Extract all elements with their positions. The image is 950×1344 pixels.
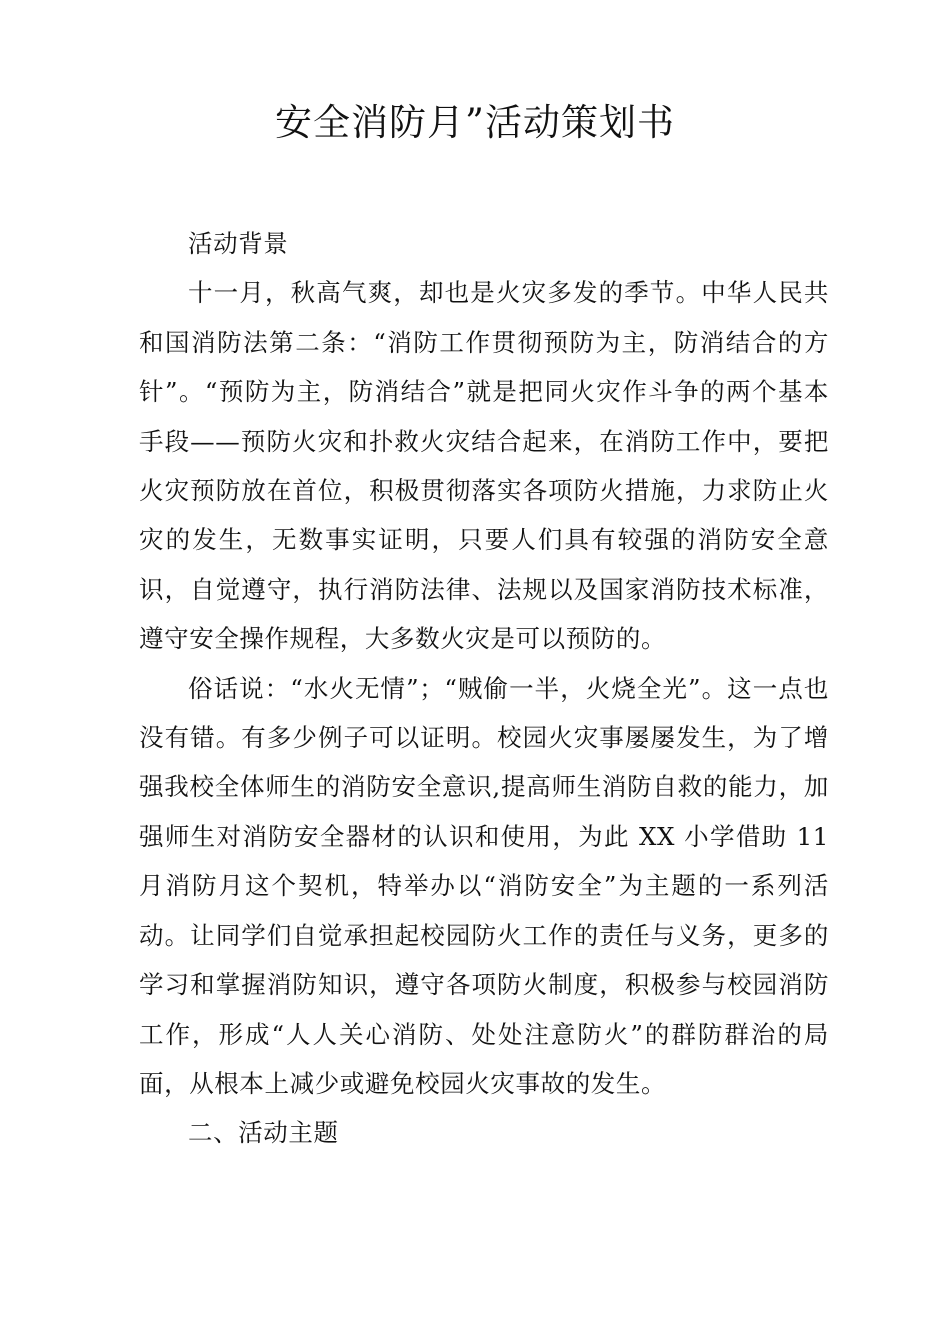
document-body: [139, 219, 829, 1158]
document-title: 安全消防月”活动策划书: [275, 101, 675, 144]
paragraph-background-2: 俗话说：“水火无情”；“贼偷一半，火烧全光”。这一点也没有错。有多少例子可以证明。校园火灾事屡屡发生，为了增强我校全体师生的消防安全意识,提高师生消防自救的能力，加强师生对消防安全器材的认识和使用，为此 XX 小学借助 11 月消防月这个契机，特举办以“消防安全”为主题的一系列活动。让同学们自觉承担起校园防火工作的责任与义务，更多的学习和掌握消防知识，遵守各项防火制度，积极参与校园消防工作，形成“人人关心消防、处处注意防火”的群防群治的局面，从根本上减少或避免校园火灾事故的发生。: [139, 673, 829, 1098]
section-heading-theme: 二、活动主题: [188, 1118, 339, 1148]
section-heading-background: 活动背景: [188, 229, 289, 258]
paragraph-background-1: 十一月，秋高气爽，却也是火灾多发的季节。中华人民共和国消防法第二条：“消防工作贯彻预防为主，防消结合的方针”。“预防为主，防消结合”就是把同火灾作斗争的两个基本手段——预防火灾和扑救火灾结合起来，在消防工作中，要把火灾预防放在首位，积极贯彻落实各项防火措施，力求防止火灾的发生，无数事实证明，只要人们具有较强的消防安全意识，自觉遵守，执行消防法律、法规以及国家消防技术标准，遵守安全操作规程，大多数火灾是可以预防的。: [139, 278, 829, 654]
